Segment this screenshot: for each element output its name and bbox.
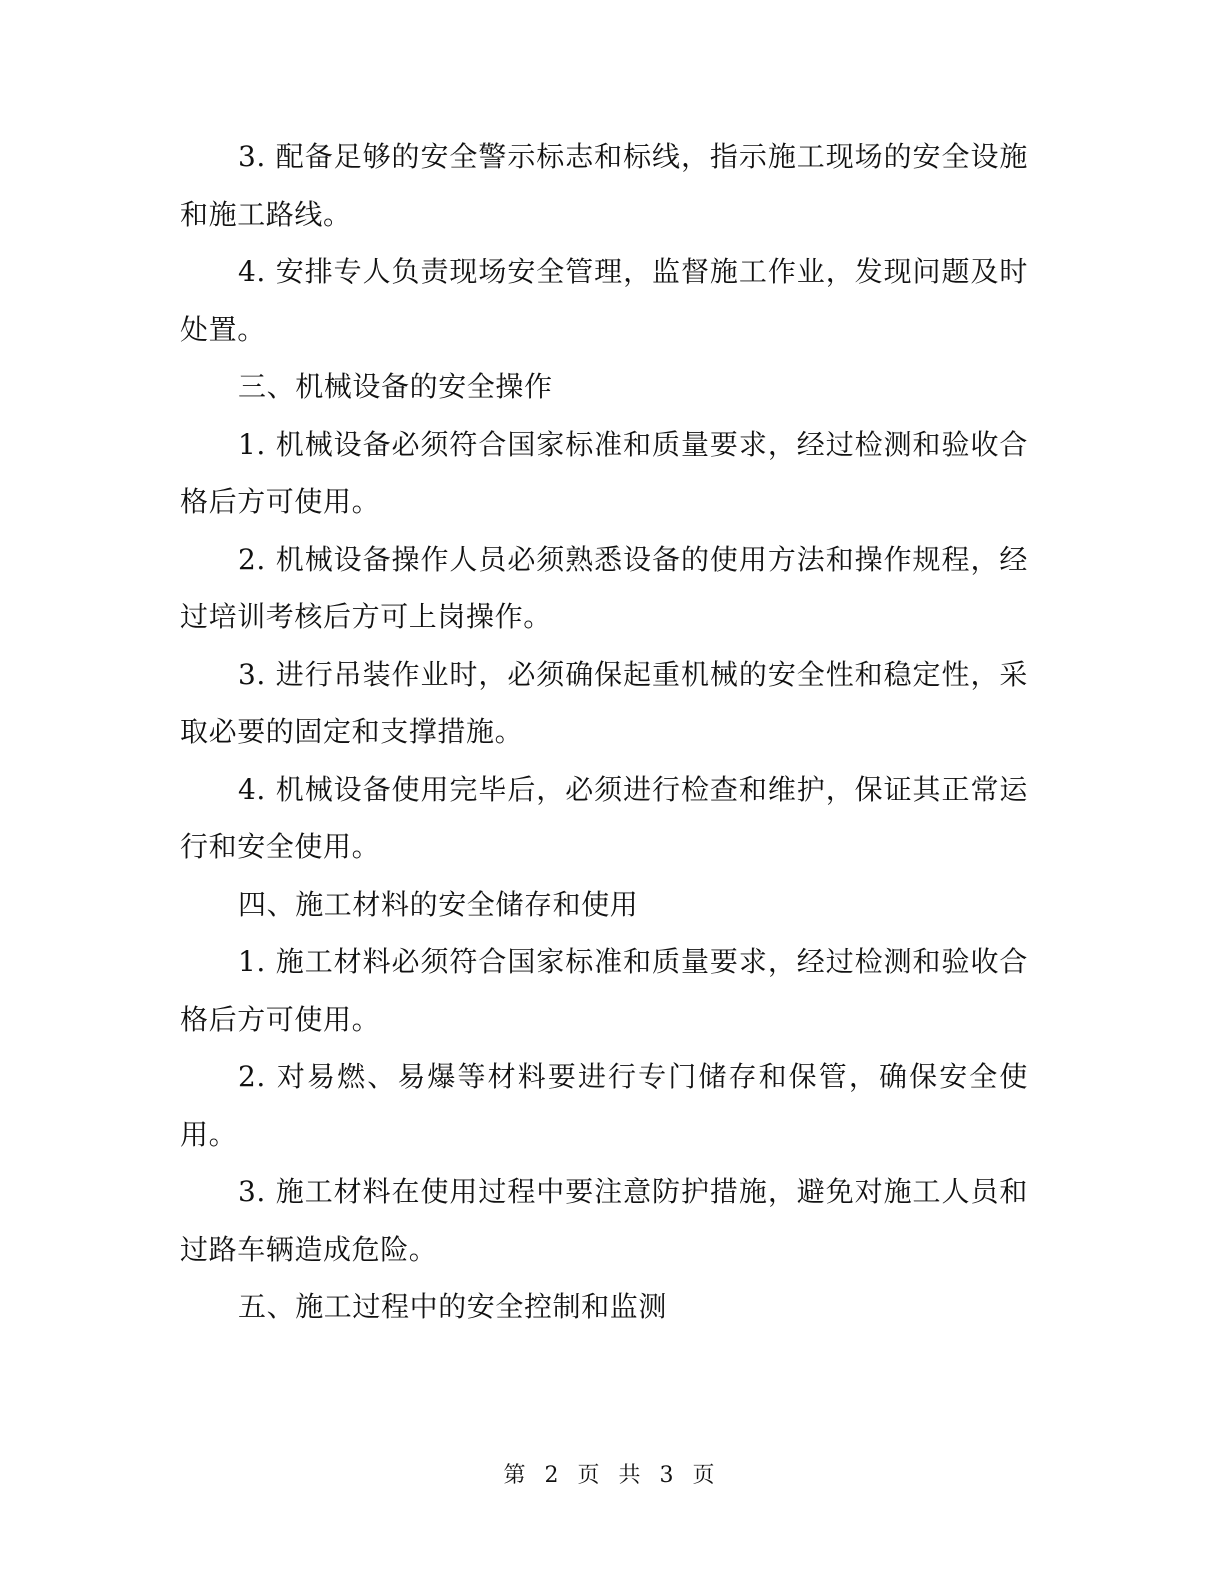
item-2-hazardous-storage: 2. 对易燃、易爆等材料要进行专门储存和保管，确保安全使用。 bbox=[180, 1060, 1028, 1151]
item-3-protective-measures: 3. 施工材料在使用过程中要注意防护措施，避免对施工人员和过路车辆造成危险。 bbox=[180, 1175, 1028, 1266]
item-1-material-standards: 1. 施工材料必须符合国家标准和质量要求，经过检测和验收合格后方可使用。 bbox=[180, 945, 1028, 1036]
item-3-safety-signs: 3. 配备足够的安全警示标志和标线，指示施工现场的安全设施和施工路线。 bbox=[180, 140, 1028, 231]
item-4-maintenance: 4. 机械设备使用完毕后，必须进行检查和维护，保证其正常运行和安全使用。 bbox=[180, 772, 1028, 863]
page-number-footer: 第 2 页 共 3 页 bbox=[503, 1463, 721, 1488]
section-heading-machinery: 三、机械设备的安全操作 bbox=[238, 370, 553, 403]
item-1-machinery-standards: 1. 机械设备必须符合国家标准和质量要求，经过检测和验收合格后方可使用。 bbox=[180, 427, 1028, 518]
section-heading-materials: 四、施工材料的安全储存和使用 bbox=[238, 887, 639, 921]
item-3-lifting-operations: 3. 进行吊装作业时，必须确保起重机械的安全性和稳定性，采取必要的固定和支撑措施。 bbox=[180, 657, 1028, 748]
document-body bbox=[180, 128, 1028, 1336]
item-2-operator-training: 2. 机械设备操作人员必须熟悉设备的使用方法和操作规程，经过培训考核后方可上岗操作。 bbox=[180, 542, 1028, 633]
section-heading-process-control: 五、施工过程中的安全控制和监测 bbox=[238, 1290, 668, 1323]
item-4-site-management: 4. 安排专人负责现场安全管理，监督施工作业，发现问题及时处置。 bbox=[180, 255, 1028, 346]
